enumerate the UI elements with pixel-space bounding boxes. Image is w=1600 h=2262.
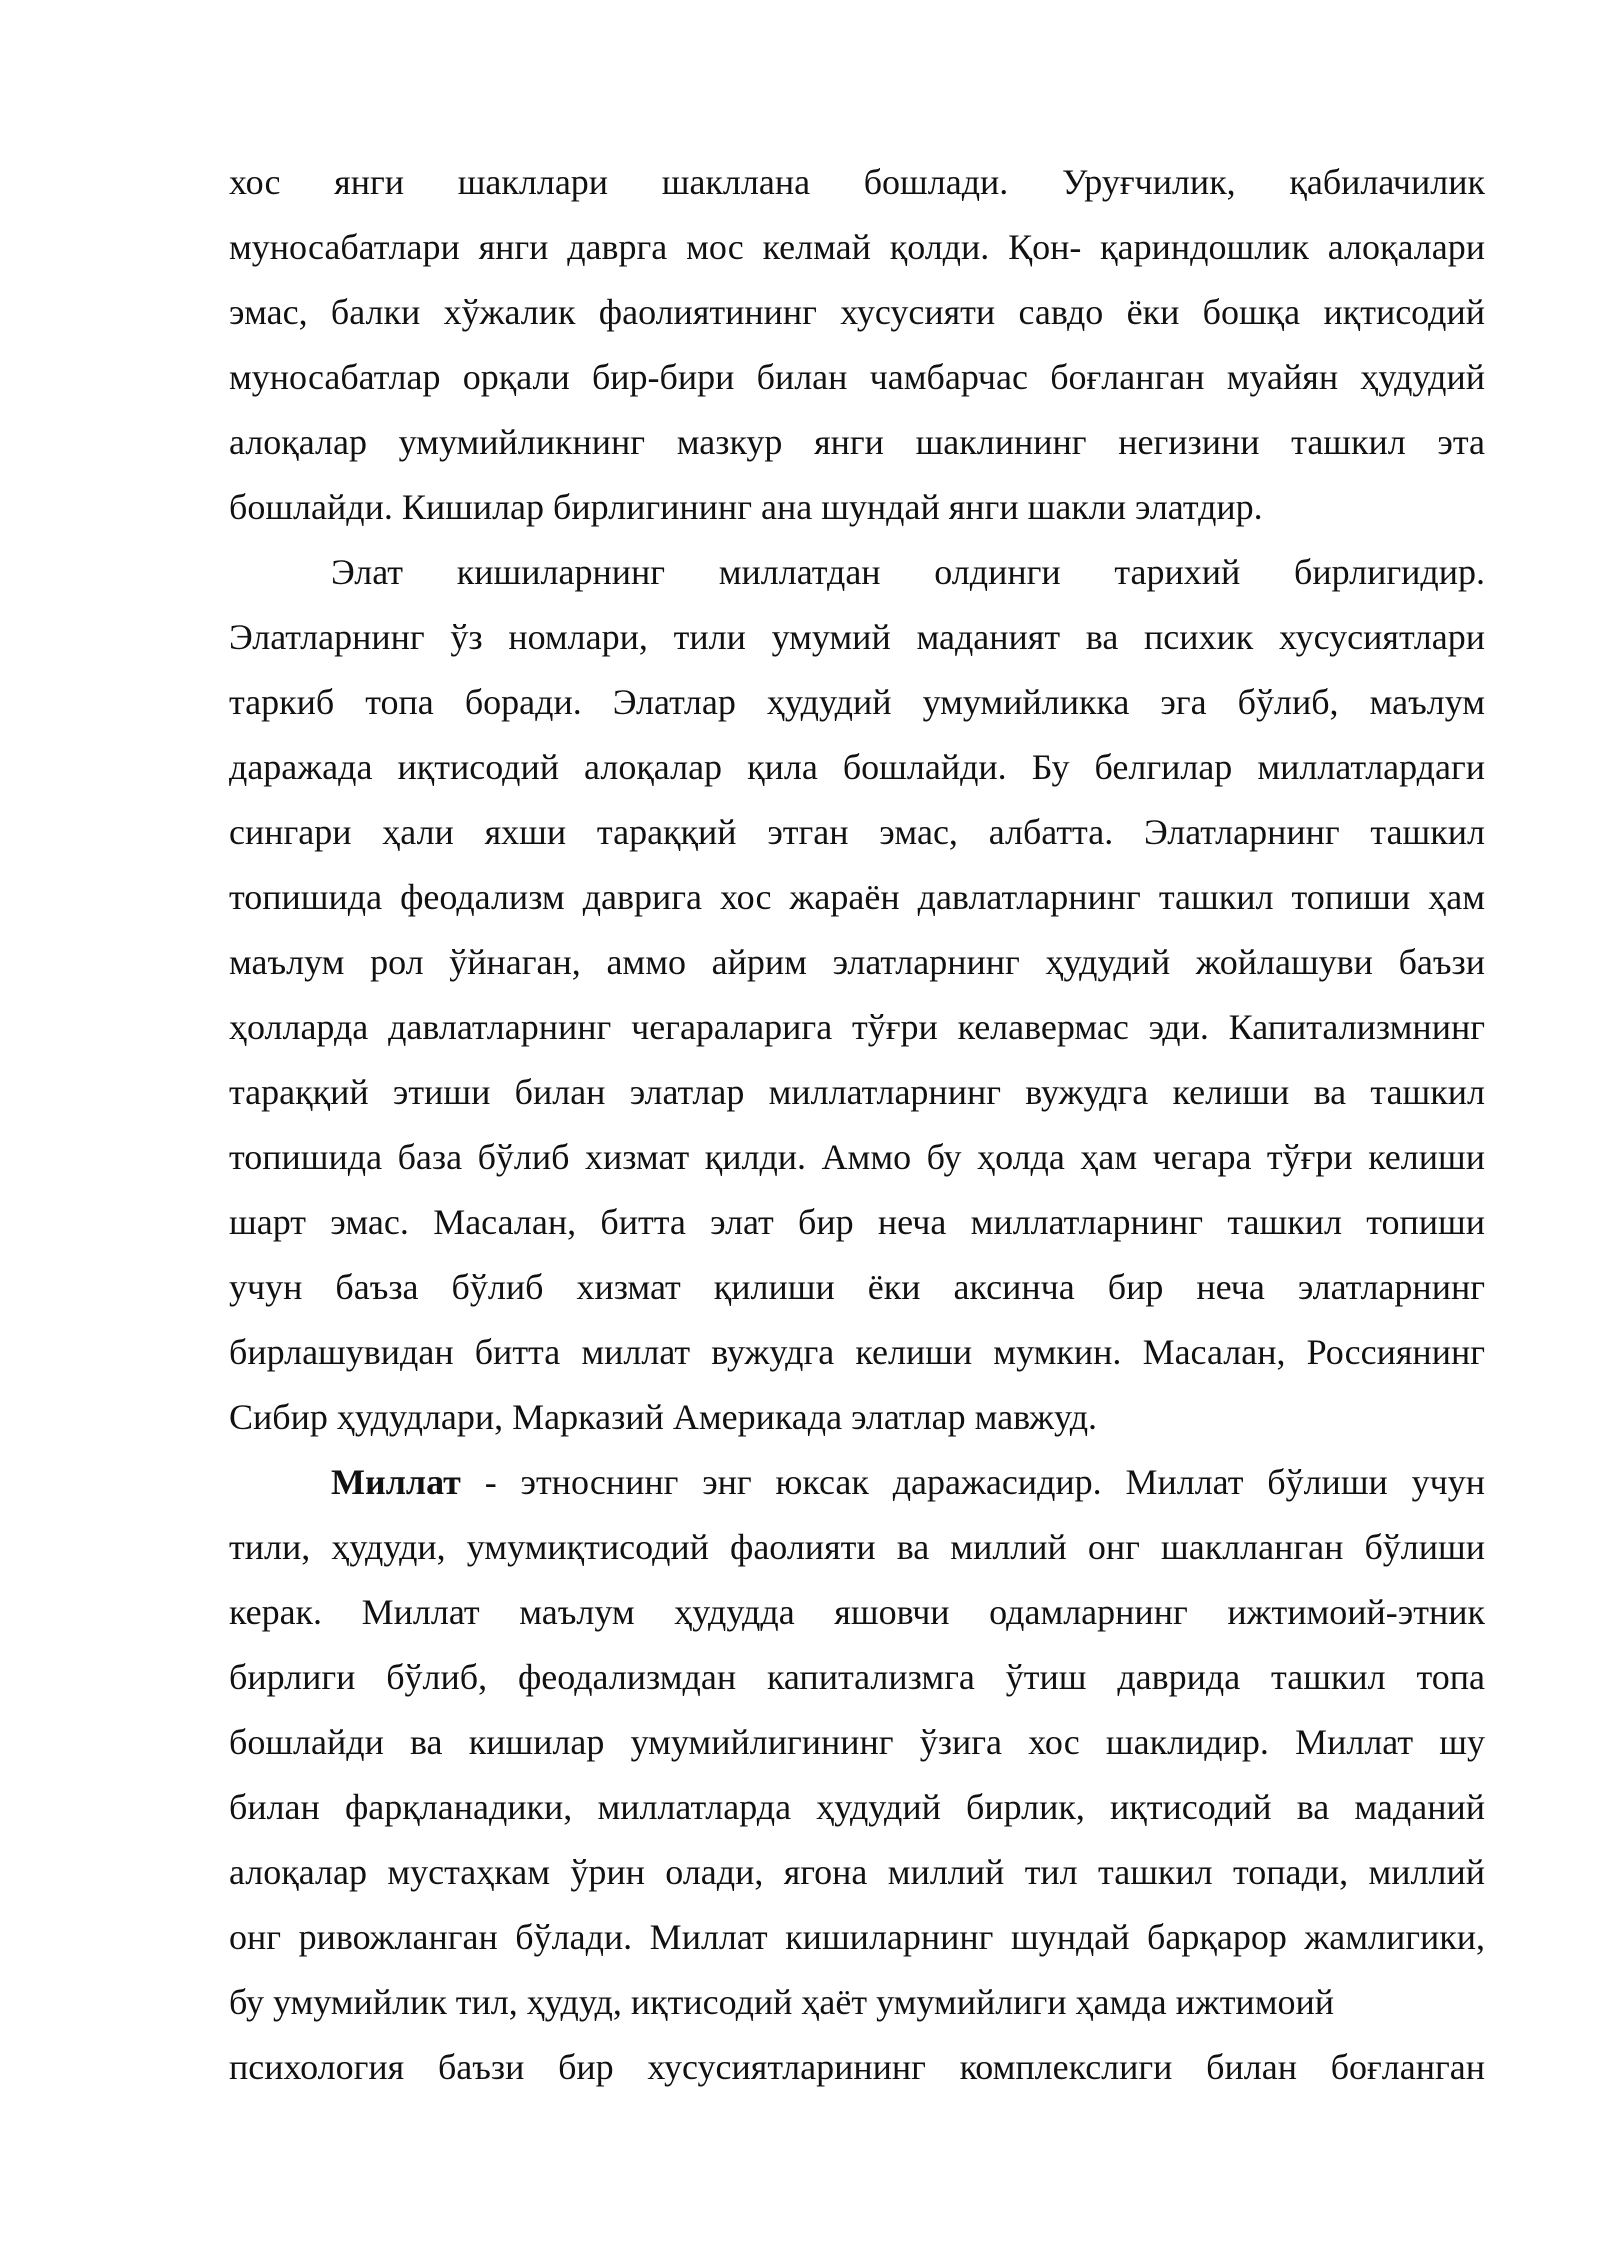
paragraph <box>229 540 1485 1450</box>
text-line <box>229 1450 1485 1515</box>
text-line: бирлиги бўлиб, феодализмдан капитализмга ўтиш даврида ташкил топа <box>229 1657 1485 1697</box>
bold-term: Миллат <box>331 1462 461 1502</box>
text-line: муносабатлар орқали бир-бири билан чамбарчас боғланган муайян ҳудудий <box>229 357 1485 397</box>
paragraph <box>229 1450 1485 2100</box>
text-line: маълум рол ўйнаган, аммо айрим элатларнинг ҳудудий жойлашуви баъзи <box>229 942 1485 982</box>
text-fragment: - этноснинг энг юксак даражасидир. Миллат бўлиши учун <box>460 1462 1485 1502</box>
text-line: шарт эмас. Масалан, битта элат бир неча миллатларнинг ташкил топиши <box>229 1202 1485 1242</box>
text-line: алоқалар мустаҳкам ўрин олади, ягона миллий тил ташкил топади, миллий <box>229 1852 1485 1892</box>
text-line: онг ривожланган бўлади. Миллат кишиларнинг шундай барқарор жамлигики, <box>229 1917 1485 1957</box>
text-line: бу умумийлик тил, ҳудуд, иқтисодий ҳаёт умумийлиги ҳамда ижтимоий <box>229 1982 1335 2022</box>
text-line: Сибир ҳудудлари, Марказий Америкада элатлар мавжуд. <box>229 1397 1098 1437</box>
text-line: бошлайди. Кишилар бирлигининг ана шундай янги шакли элатдир. <box>229 487 1263 527</box>
text-line: бирлашувидан битта миллат вужудга келиши мумкин. Масалан, Россиянинг <box>229 1332 1485 1372</box>
text-line: тараққий этиши билан элатлар миллатларнинг вужудга келиши ва ташкил <box>229 1072 1485 1112</box>
text-line: керак. Миллат маълум ҳудудда яшовчи одамларнинг ижтимоий-этник <box>229 1592 1485 1632</box>
text-line: учун баъза бўлиб хизмат қилиши ёки аксинча бир неча элатларнинг <box>229 1267 1485 1307</box>
text-line: билан фарқланадики, миллатларда ҳудудий бирлик, иқтисодий ва маданий <box>229 1787 1485 1827</box>
text-line: тили, ҳудуди, умумиқтисодий фаолияти ва миллий онг шаклланган бўлиши <box>229 1527 1485 1567</box>
text-line: Элатларнинг ўз номлари, тили умумий маданият ва психик хусусиятлари <box>229 617 1485 657</box>
text-line: таркиб топа боради. Элатлар ҳудудий умумийликка эга бўлиб, маълум <box>229 682 1485 722</box>
text-line: муносабатлари янги даврга мос келмай қолди. Қон- қариндошлик алоқалари <box>229 227 1485 267</box>
text-line: даражада иқтисодий алоқалар қила бошлайди. Бу белгилар миллатлардаги <box>229 747 1485 787</box>
text-line: психология баъзи бир хусусиятларининг комплекслиги билан боғланган <box>229 2047 1485 2087</box>
text-line: ҳолларда давлатларнинг чегараларига тўғри келавермас эди. Капитализмнинг <box>229 1007 1485 1047</box>
text-line: топишида феодализм даврига хос жараён давлатларнинг ташкил топиши ҳам <box>229 877 1485 917</box>
text-line: бошлайди ва кишилар умумийлигининг ўзига хос шаклидир. Миллат шу <box>229 1722 1485 1762</box>
text-line: сингари ҳали яхши тараққий этган эмас, албатта. Элатларнинг ташкил <box>229 812 1485 852</box>
text-line: эмас, балки хўжалик фаолиятининг хусусияти савдо ёки бошқа иқтисодий <box>229 292 1485 332</box>
text-line: хос янги шакллари шаклланa бошлади. Уруғчилик, қабилачилик <box>229 162 1485 202</box>
text-line: топишида база бўлиб хизмат қилди. Аммо бу ҳолда ҳам чегара тўғри келиши <box>229 1137 1485 1177</box>
text-line: Элат кишиларнинг миллатдан олдинги тарихий бирлигидир. <box>331 552 1485 592</box>
text-line: алоқалар умумийликнинг мазкур янги шаклининг негизини ташкил эта <box>229 422 1485 462</box>
document-body <box>229 150 1485 2100</box>
paragraph <box>229 150 1485 540</box>
